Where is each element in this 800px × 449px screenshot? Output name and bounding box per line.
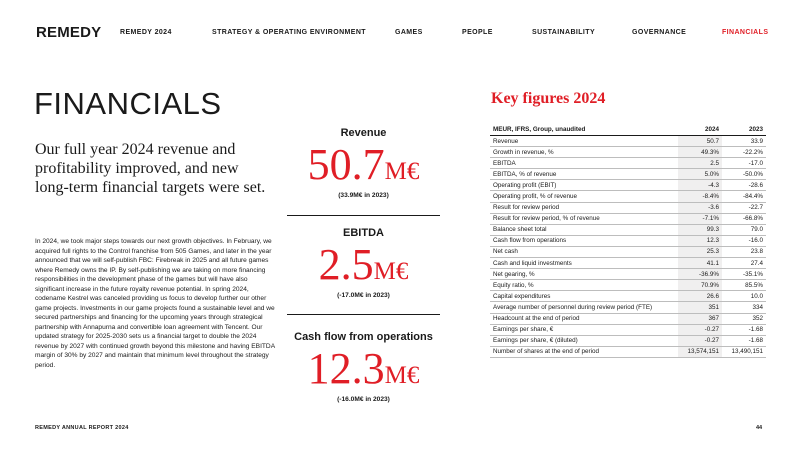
kpi-revenue-compare: (33.9M€ in 2023) [338, 192, 389, 199]
value-2024-cell: 26.6 [678, 291, 722, 302]
kpi-revenue [287, 127, 440, 199]
value-2023-cell: -1.68 [722, 324, 766, 335]
metric-cell: EBITDA [490, 158, 678, 169]
metric-cell: Equity ratio, % [490, 280, 678, 291]
value-2023-cell: -22.7 [722, 202, 766, 213]
table-row [490, 269, 766, 280]
value-2023-cell: -28.6 [722, 180, 766, 191]
value-2024-cell: -8.4% [678, 191, 722, 202]
table-row [490, 169, 766, 180]
table-row [490, 258, 766, 269]
value-2023-cell: 27.4 [722, 258, 766, 269]
divider [287, 314, 440, 315]
column-header-2024: 2024 [678, 124, 722, 136]
value-2024-cell: 49.3% [678, 147, 722, 158]
metric-cell: Cash and liquid investments [490, 258, 678, 269]
value-2023-cell: -35.1% [722, 269, 766, 280]
table-row [490, 202, 766, 213]
metric-cell: Balance sheet total [490, 224, 678, 235]
nav-governance[interactable]: GOVERNANCE [632, 29, 687, 36]
nav-games[interactable]: GAMES [395, 29, 423, 36]
value-2023-cell: -17.0 [722, 158, 766, 169]
table-row [490, 346, 766, 357]
table-row [490, 280, 766, 291]
metric-cell: Growth in revenue, % [490, 147, 678, 158]
body-text: In 2024, we took major steps towards our next growth objectives. In February, we acquired full rights to the Control franchise from 505 Games, and later in the year announced that we will self-publish FBC: Firebreak in 2025 and all future games where Remedy owns the IP. By self-publishing we are taking on more financing responsibilities in the development phase of the games but will have also significant increase in the future royalty revenue potential. In spring 2024, codename Kestrel was canceled providing us focus to develop further our other game projects. Investments in our game projects found a sustainable level and we secured partnerships and financing for the upcoming years through strategical partnership with Annapurna and convertible loan agreement with Tencent. Our updated strategy for 2025-2030 sets us a financial target to double the 2024 revenue by 2027 with continued growth beyond this milestone and having EBITDA margin of 30% by 2027 and maintain that minimum level throughout the strategy period. [35, 238, 275, 369]
metric-cell: Cash flow from operations [490, 235, 678, 246]
value-2023-cell: 334 [722, 302, 766, 313]
kpi-ebitda-compare: (-17.0M€ in 2023) [337, 292, 390, 299]
top-navigation [0, 0, 800, 52]
value-2024-cell: 12.3 [678, 235, 722, 246]
nav-remedy-2024[interactable]: REMEDY 2024 [120, 29, 172, 36]
value-2024-cell: -3.6 [678, 202, 722, 213]
column-header-metric: MEUR, IFRS, Group, unaudited [490, 124, 678, 136]
metric-cell: Earnings per share, € (diluted) [490, 335, 678, 346]
value-2024-cell: 41.1 [678, 258, 722, 269]
value-2023-cell: 352 [722, 313, 766, 324]
table-row [490, 180, 766, 191]
metric-cell: Net cash [490, 246, 678, 257]
table-row [490, 147, 766, 158]
metric-cell: EBITDA, % of revenue [490, 169, 678, 180]
value-2024-cell: -0.27 [678, 335, 722, 346]
value-2024-cell: 99.3 [678, 224, 722, 235]
value-2023-cell: -66.8% [722, 213, 766, 224]
value-2023-cell: -84.4% [722, 191, 766, 202]
value-2023-cell: 33.9 [722, 136, 766, 147]
table-row [490, 158, 766, 169]
table-row [490, 291, 766, 302]
metric-cell: Number of shares at the end of period [490, 346, 678, 357]
value-2024-cell: 25.3 [678, 246, 722, 257]
value-2023-cell: 85.5% [722, 280, 766, 291]
kpi-ebitda [287, 227, 440, 299]
value-2023-cell: -22.2% [722, 147, 766, 158]
key-figures-table [490, 124, 766, 358]
table-row [490, 136, 766, 147]
intro-text: Our full year 2024 revenue and profitability improved, and new long-term financial targets were set. [35, 141, 266, 196]
nav-people[interactable]: PEOPLE [462, 29, 493, 36]
metric-cell: Earnings per share, € [490, 324, 678, 335]
metric-cell: Average number of personnel during review period (FTE) [490, 302, 678, 313]
metric-cell: Headcount at the end of period [490, 313, 678, 324]
value-2023-cell: -1.68 [722, 335, 766, 346]
table-header-row [490, 124, 766, 136]
value-2024-cell: -36.9% [678, 269, 722, 280]
page-number: 44 [756, 425, 763, 431]
kpi-cashflow-compare: (-16.0M€ in 2023) [337, 396, 390, 403]
table-row [490, 213, 766, 224]
table-row [490, 191, 766, 202]
value-2023-cell: 23.8 [722, 246, 766, 257]
kpi-cashflow-value: 12.3M€ [307, 344, 420, 393]
table-row [490, 302, 766, 313]
metric-cell: Revenue [490, 136, 678, 147]
value-2024-cell: -4.3 [678, 180, 722, 191]
value-2024-cell: 351 [678, 302, 722, 313]
metric-cell: Result for review period, % of revenue [490, 213, 678, 224]
value-2023-cell: -50.0% [722, 169, 766, 180]
nav-sustainability[interactable]: SUSTAINABILITY [532, 29, 596, 36]
metric-cell: Operating profit, % of revenue [490, 191, 678, 202]
column-header-2023: 2023 [722, 124, 766, 136]
page-title: FINANCIALS [34, 86, 222, 121]
value-2024-cell: 367 [678, 313, 722, 324]
table-row [490, 313, 766, 324]
remedy-logo[interactable]: REMEDY [36, 24, 102, 41]
value-2023-cell: 13,490,151 [722, 346, 766, 357]
key-figures-title: Key figures 2024 [491, 90, 606, 107]
kpi-revenue-value: 50.7M€ [307, 140, 420, 189]
value-2024-cell: -0.27 [678, 324, 722, 335]
kpi-ebitda-label: EBITDA [343, 227, 384, 239]
nav-strategy[interactable]: STRATEGY & OPERATING ENVIRONMENT [212, 29, 366, 36]
metric-cell: Capital expenditures [490, 291, 678, 302]
kpi-ebitda-value: 2.5M€ [318, 240, 409, 289]
kpi-cashflow [287, 331, 440, 403]
value-2024-cell: 2.5 [678, 158, 722, 169]
nav-financials[interactable]: FINANCIALS [722, 29, 769, 36]
divider [287, 215, 440, 216]
kpi-revenue-label: Revenue [340, 127, 387, 139]
metric-cell: Net gearing, % [490, 269, 678, 280]
value-2023-cell: -16.0 [722, 235, 766, 246]
footer-report-title: REMEDY ANNUAL REPORT 2024 [35, 425, 129, 431]
metric-cell: Result for review period [490, 202, 678, 213]
value-2023-cell: 79.0 [722, 224, 766, 235]
table-row [490, 224, 766, 235]
value-2024-cell: 5.0% [678, 169, 722, 180]
value-2024-cell: 50.7 [678, 136, 722, 147]
value-2024-cell: -7.1% [678, 213, 722, 224]
table-row [490, 324, 766, 335]
value-2023-cell: 10.0 [722, 291, 766, 302]
table-row [490, 246, 766, 257]
metric-cell: Operating profit (EBIT) [490, 180, 678, 191]
table-row [490, 335, 766, 346]
value-2024-cell: 13,574,151 [678, 346, 722, 357]
value-2024-cell: 70.9% [678, 280, 722, 291]
table-row [490, 235, 766, 246]
kpi-cashflow-label: Cash flow from operations [294, 331, 433, 343]
